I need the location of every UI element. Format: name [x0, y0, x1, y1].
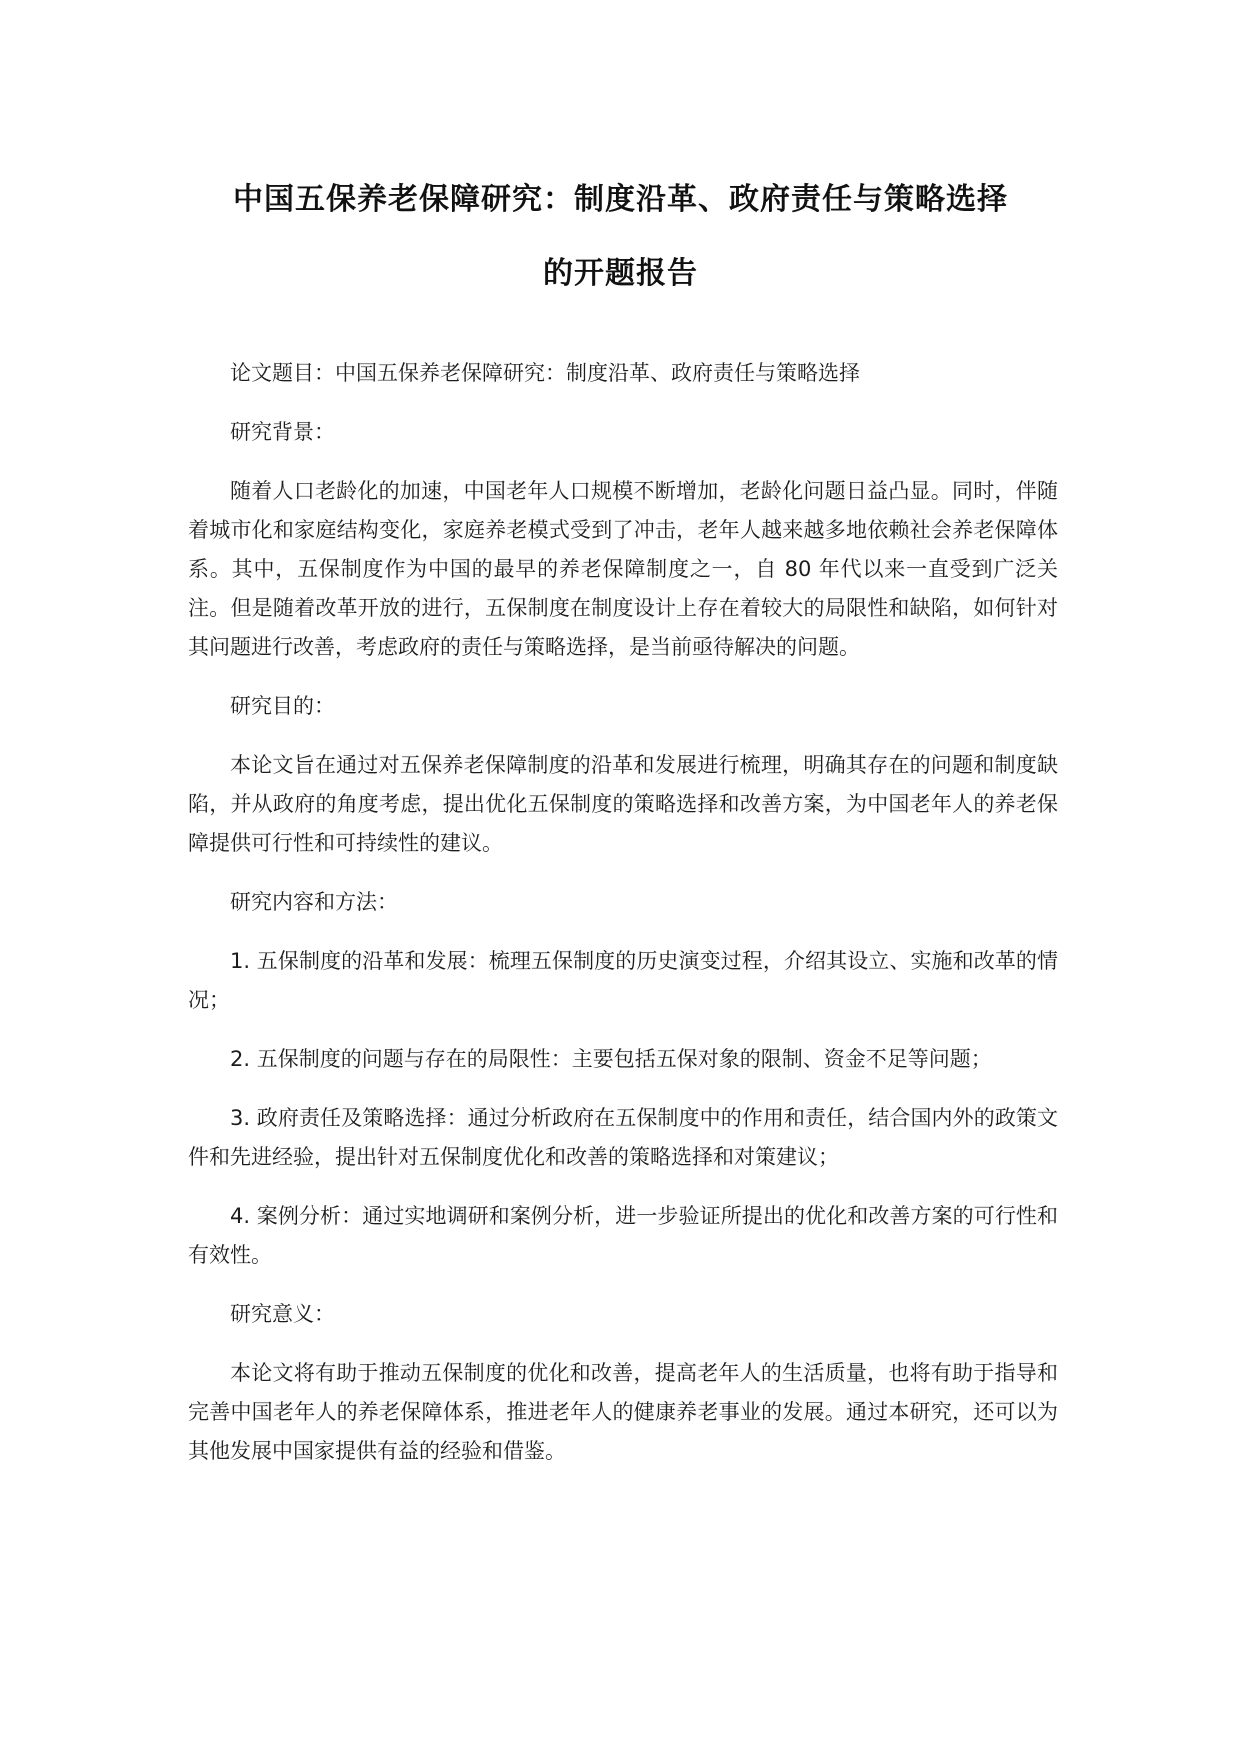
paragraph-background: 随着人口老龄化的加速，中国老年人口规模不断增加，老龄化问题日益凸显。同时，伴随着城市化和家庭结构变化，家庭养老模式受到了冲击，老年人越来越多地依赖社会养老保障体系。其中，五保制度作为中国的最早的养老保障制度之一，自 80 年代以来一直受到广泛关注。但是随着改革开放的进行，五保制度在制度设计上存在着较大的局限性和缺陷，如何针对其问题进行改善，考虑政府的责任与策略选择，是当前亟待解决的问题。	[188, 479, 1058, 659]
document-title-line-1: 中国五保养老保障研究：制度沿革、政府责任与策略选择	[233, 182, 1008, 217]
document-title-line-2: 的开题报告	[543, 256, 698, 291]
section-heading-significance: 研究意义：	[230, 1302, 335, 1326]
list-item-content-4: 4. 案例分析：通过实地调研和案例分析，进一步验证所提出的优化和改善方案的可行性和有效性。	[188, 1204, 1058, 1267]
paragraph-significance: 本论文将有助于推动五保制度的优化和改善，提高老年人的生活质量，也将有助于指导和完善中国老年人的养老保障体系，推进老年人的健康养老事业的发展。通过本研究，还可以为其他发展中国家提供有益的经验和借鉴。	[188, 1361, 1058, 1463]
section-heading-purpose: 研究目的：	[230, 694, 335, 718]
list-item-content-2: 2. 五保制度的问题与存在的局限性：主要包括五保对象的限制、资金不足等问题；	[230, 1047, 992, 1071]
section-heading-content-methods: 研究内容和方法：	[230, 890, 398, 914]
list-item-content-3: 3. 政府责任及策略选择：通过分析政府在五保制度中的作用和责任，结合国内外的政策文件和先进经验，提出针对五保制度优化和改善的策略选择和对策建议；	[188, 1106, 1058, 1169]
thesis-title-line: 论文题目：中国五保养老保障研究：制度沿革、政府责任与策略选择	[230, 361, 860, 385]
document-body	[188, 354, 1058, 1491]
paragraph-purpose: 本论文旨在通过对五保养老保障制度的沿革和发展进行梳理，明确其存在的问题和制度缺陷，并从政府的角度考虑，提出优化五保制度的策略选择和改善方案，为中国老年人的养老保障提供可行性和可持续性的建议。	[188, 753, 1058, 855]
section-heading-background: 研究背景：	[230, 420, 335, 444]
list-item-content-1: 1. 五保制度的沿革和发展：梳理五保制度的历史演变过程，介绍其设立、实施和改革的情况；	[188, 949, 1058, 1012]
